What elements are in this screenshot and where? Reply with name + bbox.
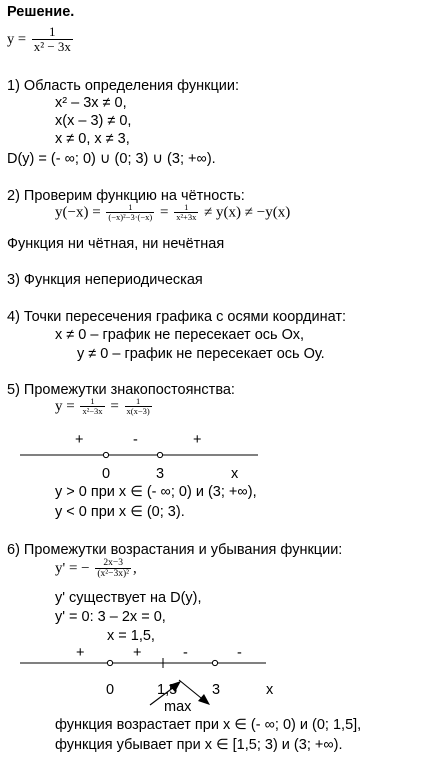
derivative-sign-3: - (183, 645, 188, 661)
function-fraction: $\frac{1}{\text{x² − 3x}}$ (33, 24, 71, 55)
section-4-title: 4) Точки пересечения графика с осями координат: (7, 309, 346, 325)
parity-formula: y(−x) = $\frac{1}{\text{(−x)²−3·(−x)}}$ = $\frac{1}{\text{x²+3x}}$ ≠ y(x) ≠ −y(x) (55, 202, 291, 223)
intersection-y: y ≠ 0 – график не пересекает ось Оу. (77, 346, 325, 362)
derivative-sign-4: - (237, 645, 242, 661)
sign-axis-label: x (231, 466, 239, 482)
derivative-fraction: $\frac{2x-3}{\text{(x²−3x)²}}$ (97, 558, 130, 580)
domain-result: D(y) = (- ∞; 0) ∪ (0; 3) ∪ (3; +∞). (7, 151, 216, 167)
derivative-number-line (20, 658, 266, 705)
derivative-sign-1: + (76, 645, 85, 661)
derivative-label-1-5: 1,5 (157, 682, 178, 698)
derivative-label-0: 0 (106, 682, 115, 698)
increasing-intervals: функция возрастает при x ∈ (- ∞; 0) и (0; 1,5], (55, 717, 362, 733)
sign-fraction-1: $\frac{1}{\text{x²−3x}}$ (82, 396, 103, 417)
derivative-exists: y' существует на D(y), (55, 590, 202, 606)
section-1-title: 1) Область определения функции: (7, 78, 240, 94)
parity-fraction-1: $\frac{1}{\text{(−x)²−3·(−x)}}$ (108, 202, 153, 223)
section-3-title: 3) Функция непериодическая (7, 272, 203, 288)
sign-plus-right: + (193, 432, 202, 448)
intersection-x: x ≠ 0 – график не пересекает ось Ох, (55, 327, 304, 343)
max-label: max (164, 699, 192, 715)
section-5-title: 5) Промежутки знакопостоянства: (7, 382, 235, 398)
parity-fraction-2: $\frac{1}{\text{x²+3x}}$ (176, 202, 197, 223)
function-formula: y = $\frac{1}{\text{x² − 3x}}$ (7, 24, 71, 55)
sign-point-0 (103, 452, 108, 457)
heading: Решение. (7, 4, 75, 20)
derivative-label-3: 3 (212, 682, 221, 698)
sign-positive-intervals: y > 0 при x ∈ (- ∞; 0) и (3; +∞), (55, 484, 257, 500)
decrease-arrow-head (198, 694, 210, 705)
derivative-axis-label: x (266, 682, 274, 698)
sign-minus-middle: - (133, 432, 138, 448)
derivative-point-0 (107, 660, 112, 665)
decreasing-intervals: функция убывает при x ∈ [1,5; 3) и (3; +∞). (55, 737, 343, 753)
domain-line-1: x² – 3x ≠ 0, (55, 95, 127, 111)
domain-line-2: x(x – 3) ≠ 0, (55, 113, 132, 129)
derivative-sign-2: + (133, 645, 142, 661)
section-6-title: 6) Промежутки возрастания и убывания функции: (7, 542, 343, 558)
sign-fraction-2: $\frac{1}{x(x-3)}$ (126, 396, 150, 417)
sign-point-3 (157, 452, 162, 457)
derivative-point-3 (212, 660, 217, 665)
derivative-zero: y' = 0: 3 – 2x = 0, (55, 609, 166, 625)
sign-formula: y = $\frac{1}{\text{x²−3x}}$ = $\frac{1}{x(x-3)}$ (55, 396, 150, 417)
sign-plus-left: + (75, 432, 84, 448)
domain-line-3: x ≠ 0, x ≠ 3, (55, 131, 130, 147)
parity-conclusion: Функция ни чётная, ни нечётная (7, 236, 225, 252)
sign-label-3: 3 (156, 466, 165, 482)
sign-number-line (20, 452, 258, 457)
sign-label-0: 0 (102, 466, 111, 482)
sign-negative-intervals: y < 0 при x ∈ (0; 3). (55, 504, 185, 520)
derivative-root: x = 1,5, (107, 628, 155, 644)
section-2-title: 2) Проверим функцию на чётность: (7, 188, 245, 204)
derivative-formula: y' = − $\frac{2x-3}{\text{(x²−3x)²}}$ , (55, 558, 137, 580)
